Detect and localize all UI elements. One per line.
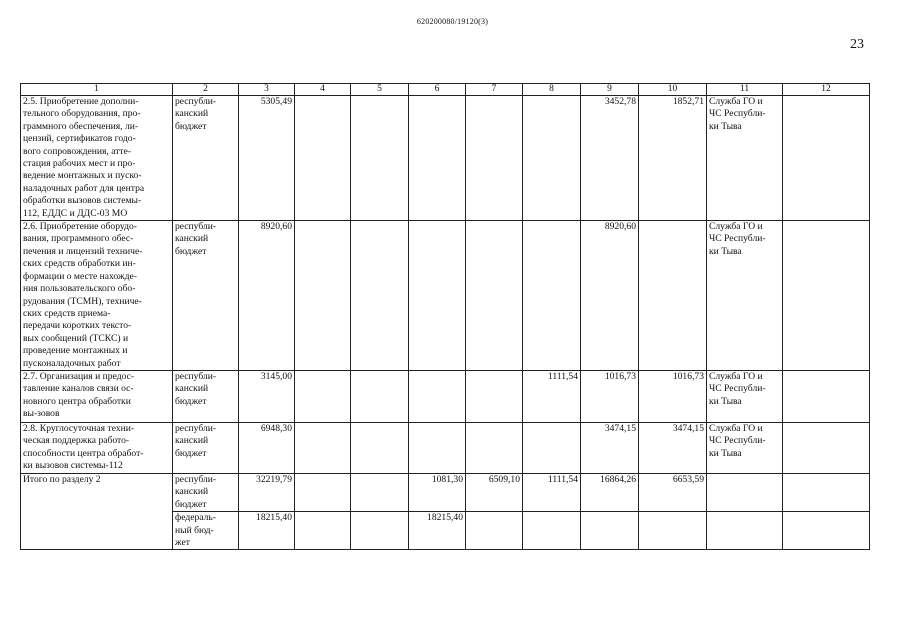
value-cell	[409, 370, 466, 422]
value-cell	[295, 370, 351, 422]
column-header: 7	[466, 84, 523, 96]
value-cell	[351, 370, 409, 422]
value-cell	[409, 422, 466, 473]
executor-cell: Служба ГО и ЧС Республи- ки Тыва	[707, 422, 783, 473]
value-cell	[581, 512, 639, 550]
total-cell: 8920,60	[239, 221, 295, 371]
value-cell: 3452,78	[581, 96, 639, 221]
value-cell: 1016,73	[581, 370, 639, 422]
funding-source-cell: республи- канский бюджет	[173, 422, 239, 473]
column-header: 3	[239, 84, 295, 96]
column-header: 1	[21, 84, 173, 96]
value-cell: 1852,71	[639, 96, 707, 221]
funding-source-cell: республи- канский бюджет	[173, 96, 239, 221]
column-header: 8	[523, 84, 581, 96]
column-number-row	[21, 84, 870, 96]
measure-name-cell: 2.5. Приобретение дополни- тельного оборудования, про- граммного обеспечения, ли- цензий, сертификатов годо- вого сопровождения, атте- стация рабочих мест и про- ведение монтажных и пуско- наладочных работ для центра обработки вызовов системы- 112, ЕДДС и ДДС-03 МО	[21, 96, 173, 221]
value-cell	[523, 96, 581, 221]
column-header: 6	[409, 84, 466, 96]
funding-source-cell: федераль- ный бюд- жет	[173, 512, 239, 550]
value-cell: 1081,30	[409, 473, 466, 511]
value-cell	[466, 512, 523, 550]
value-cell	[466, 221, 523, 371]
value-cell	[295, 96, 351, 221]
executor-cell: Служба ГО и ЧС Республи- ки Тыва	[707, 221, 783, 371]
total-cell: 32219,79	[239, 473, 295, 511]
executor-cell	[707, 512, 783, 550]
table-row	[21, 370, 870, 422]
value-cell	[783, 96, 870, 221]
value-cell	[295, 512, 351, 550]
value-cell	[295, 422, 351, 473]
column-header: 4	[295, 84, 351, 96]
executor-cell: Служба ГО и ЧС Республи- ки Тыва	[707, 370, 783, 422]
value-cell: 1016,73	[639, 370, 707, 422]
value-cell	[783, 370, 870, 422]
measure-name-cell: 2.8. Круглосуточная техни- ческая поддержка работо- способности центра обработ- ки вызовов системы-112	[21, 422, 173, 473]
funding-source-cell: республи- канский бюджет	[173, 473, 239, 511]
total-cell: 5305,49	[239, 96, 295, 221]
document-id: 620200080/19120(3)	[416, 17, 489, 26]
table-row	[21, 96, 870, 221]
measure-name-cell: 2.6. Приобретение оборудо- вания, программного обес- печения и лицензий техниче- ских средств обработки ин- формации о месте нахожде- ния пользовательского обо- рудования (ТСМН), техниче- ских средств приема- передачи коротких тексто- вых сообщений (ТСКС) и проведение монтажных и пусконаладочных работ	[21, 221, 173, 371]
executor-cell: Служба ГО и ЧС Республи- ки Тыва	[707, 96, 783, 221]
value-cell	[639, 221, 707, 371]
value-cell	[351, 512, 409, 550]
value-cell: 16864,26	[581, 473, 639, 511]
value-cell	[466, 370, 523, 422]
value-cell	[523, 512, 581, 550]
value-cell	[351, 473, 409, 511]
column-header: 5	[351, 84, 409, 96]
value-cell	[523, 422, 581, 473]
executor-cell	[707, 473, 783, 511]
funding-source-cell: республи- канский бюджет	[173, 221, 239, 371]
value-cell: 3474,15	[639, 422, 707, 473]
totals-label-cell: Итого по разделу 2	[21, 473, 173, 549]
value-cell	[351, 221, 409, 371]
value-cell	[783, 512, 870, 550]
value-cell	[351, 422, 409, 473]
value-cell	[523, 221, 581, 371]
value-cell: 3474,15	[581, 422, 639, 473]
table-row	[21, 422, 870, 473]
total-cell: 6948,30	[239, 422, 295, 473]
value-cell	[783, 422, 870, 473]
column-header: 12	[783, 84, 870, 96]
value-cell	[783, 221, 870, 371]
value-cell	[639, 512, 707, 550]
value-cell	[783, 473, 870, 511]
value-cell	[466, 96, 523, 221]
page-number: 23	[850, 37, 864, 52]
value-cell: 1111,54	[523, 370, 581, 422]
value-cell	[295, 221, 351, 371]
column-header: 11	[707, 84, 783, 96]
budget-table	[20, 83, 870, 550]
totals-row	[21, 473, 870, 511]
value-cell	[351, 96, 409, 221]
column-header: 2	[173, 84, 239, 96]
value-cell	[466, 422, 523, 473]
total-cell: 18215,40	[239, 512, 295, 550]
value-cell	[409, 221, 466, 371]
value-cell: 6653,59	[639, 473, 707, 511]
value-cell: 6509,10	[466, 473, 523, 511]
total-cell: 3145,00	[239, 370, 295, 422]
value-cell: 1111,54	[523, 473, 581, 511]
value-cell	[295, 473, 351, 511]
value-cell: 18215,40	[409, 512, 466, 550]
funding-source-cell: республи- канский бюджет	[173, 370, 239, 422]
measure-name-cell: 2.7. Организация и предос- тавление каналов связи ос- новного центра обработки вы-зовов	[21, 370, 173, 422]
value-cell: 8920,60	[581, 221, 639, 371]
column-header: 10	[639, 84, 707, 96]
table-row	[21, 221, 870, 371]
column-header: 9	[581, 84, 639, 96]
value-cell	[409, 96, 466, 221]
